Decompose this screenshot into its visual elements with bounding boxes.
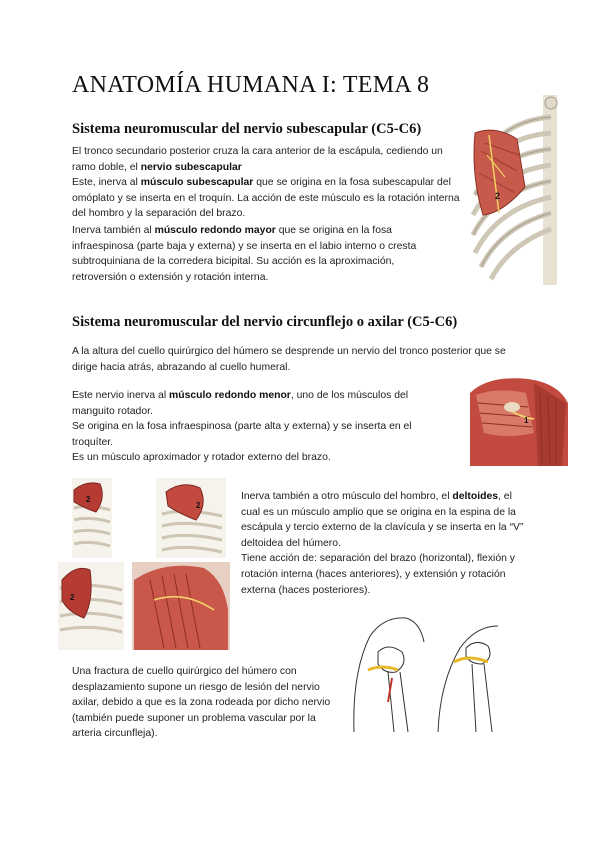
paragraph-circunflejo-1: A la altura del cuello quirúrgico del húmero se desprende un nervio del tronco posterior que se dirige hacia atrás, abrazando al cuello humeral. — [72, 346, 506, 373]
text-run: que se origina en la fosa infraespinosa (parte baja y externa) y se inserta en el labio interno o cresta subtroquiniana de la corredera bicipital. Su acción es la aproximación, retroversión o extensión y rotación interna. — [72, 225, 417, 283]
page-title: ANATOMÍA HUMANA I: TEMA 8 — [72, 72, 430, 98]
text-run: Este nervio inerva al — [72, 390, 170, 401]
bold-term-nervio-subescapular: nervio subescapular — [140, 161, 242, 173]
figure-label: 1 — [524, 416, 529, 425]
bold-term-redondo-mayor: músculo redondo mayor — [154, 225, 276, 236]
paragraph-deltoides — [241, 489, 529, 598]
illustration-shoulder-teres-minor — [468, 373, 570, 466]
figure-label: 2 — [495, 191, 501, 201]
figure-label: 2 — [196, 501, 201, 510]
text-run: , uno de los músculos del manguito rotador. — [72, 390, 409, 417]
paragraph-circunflejo-2 — [72, 388, 444, 466]
section-heading-circunflejo: Sistema neuromuscular del nervio circunflejo o axilar (C5-C6) — [72, 314, 458, 330]
illustration-deltoid-top — [66, 478, 228, 558]
bold-term-deltoides: deltoides — [452, 491, 499, 502]
bold-term-musculo-subescapular: músculo subescapular — [140, 177, 254, 189]
bold-term-redondo-menor: músculo redondo menor — [169, 390, 291, 401]
paragraph-subescapular-1 — [72, 144, 460, 222]
illustration-axillary-nerve-drawing — [348, 612, 506, 740]
text-run: Tiene acción de: separación del brazo (horizontal), flexión y rotación interna (haces anteriores), y extensión y rotación externa (haces posteriores). — [241, 553, 515, 596]
text-run: El tronco secundario posterior cruza la cara anterior de la escápula, cediendo un ramo doble, el — [72, 146, 443, 173]
illustration-ribcage-subscapularis — [465, 95, 575, 285]
section-heading-subescapular: Sistema neuromuscular del nervio subescapular (C5-C6) — [72, 121, 422, 137]
text-run: Se origina en la fosa infraespinosa (parte alta y externa) y se inserta en el troquíter. — [72, 421, 412, 448]
text-run: , el cual es un músculo amplio que se origina en la espina de la escápula y tercio externo de la clavícula y se inserta en la “V” deltoidea del húmero. — [241, 491, 524, 549]
text-run: Inerva también a otro músculo del hombro, el — [241, 491, 453, 502]
text-run: que se origina en la fosa subescapular del omóplato y se inserta en el troquín. La acción de este músculo es la rotación interna del hombro y la separación del brazo. — [72, 177, 460, 220]
figure-label: 2 — [86, 495, 91, 504]
figure-label: 2 — [70, 593, 75, 602]
illustration-deltoid-bottom — [54, 560, 232, 650]
paragraph-fractura: Una fractura de cuello quirúrgico del húmero con desplazamiento supone un riesgo de lesión del nervio axilar, debido a que es la zona rodeada por dicho nervio (también puede suponer un problema vascular por la arteria circunfleja). — [72, 666, 331, 740]
text-run: Es un músculo aproximador y rotador externo del brazo. — [72, 452, 331, 464]
text-run: Este, inerva al — [72, 177, 141, 189]
text-run: Inerva también al — [72, 225, 155, 236]
paragraph-subescapular-2 — [72, 223, 452, 285]
